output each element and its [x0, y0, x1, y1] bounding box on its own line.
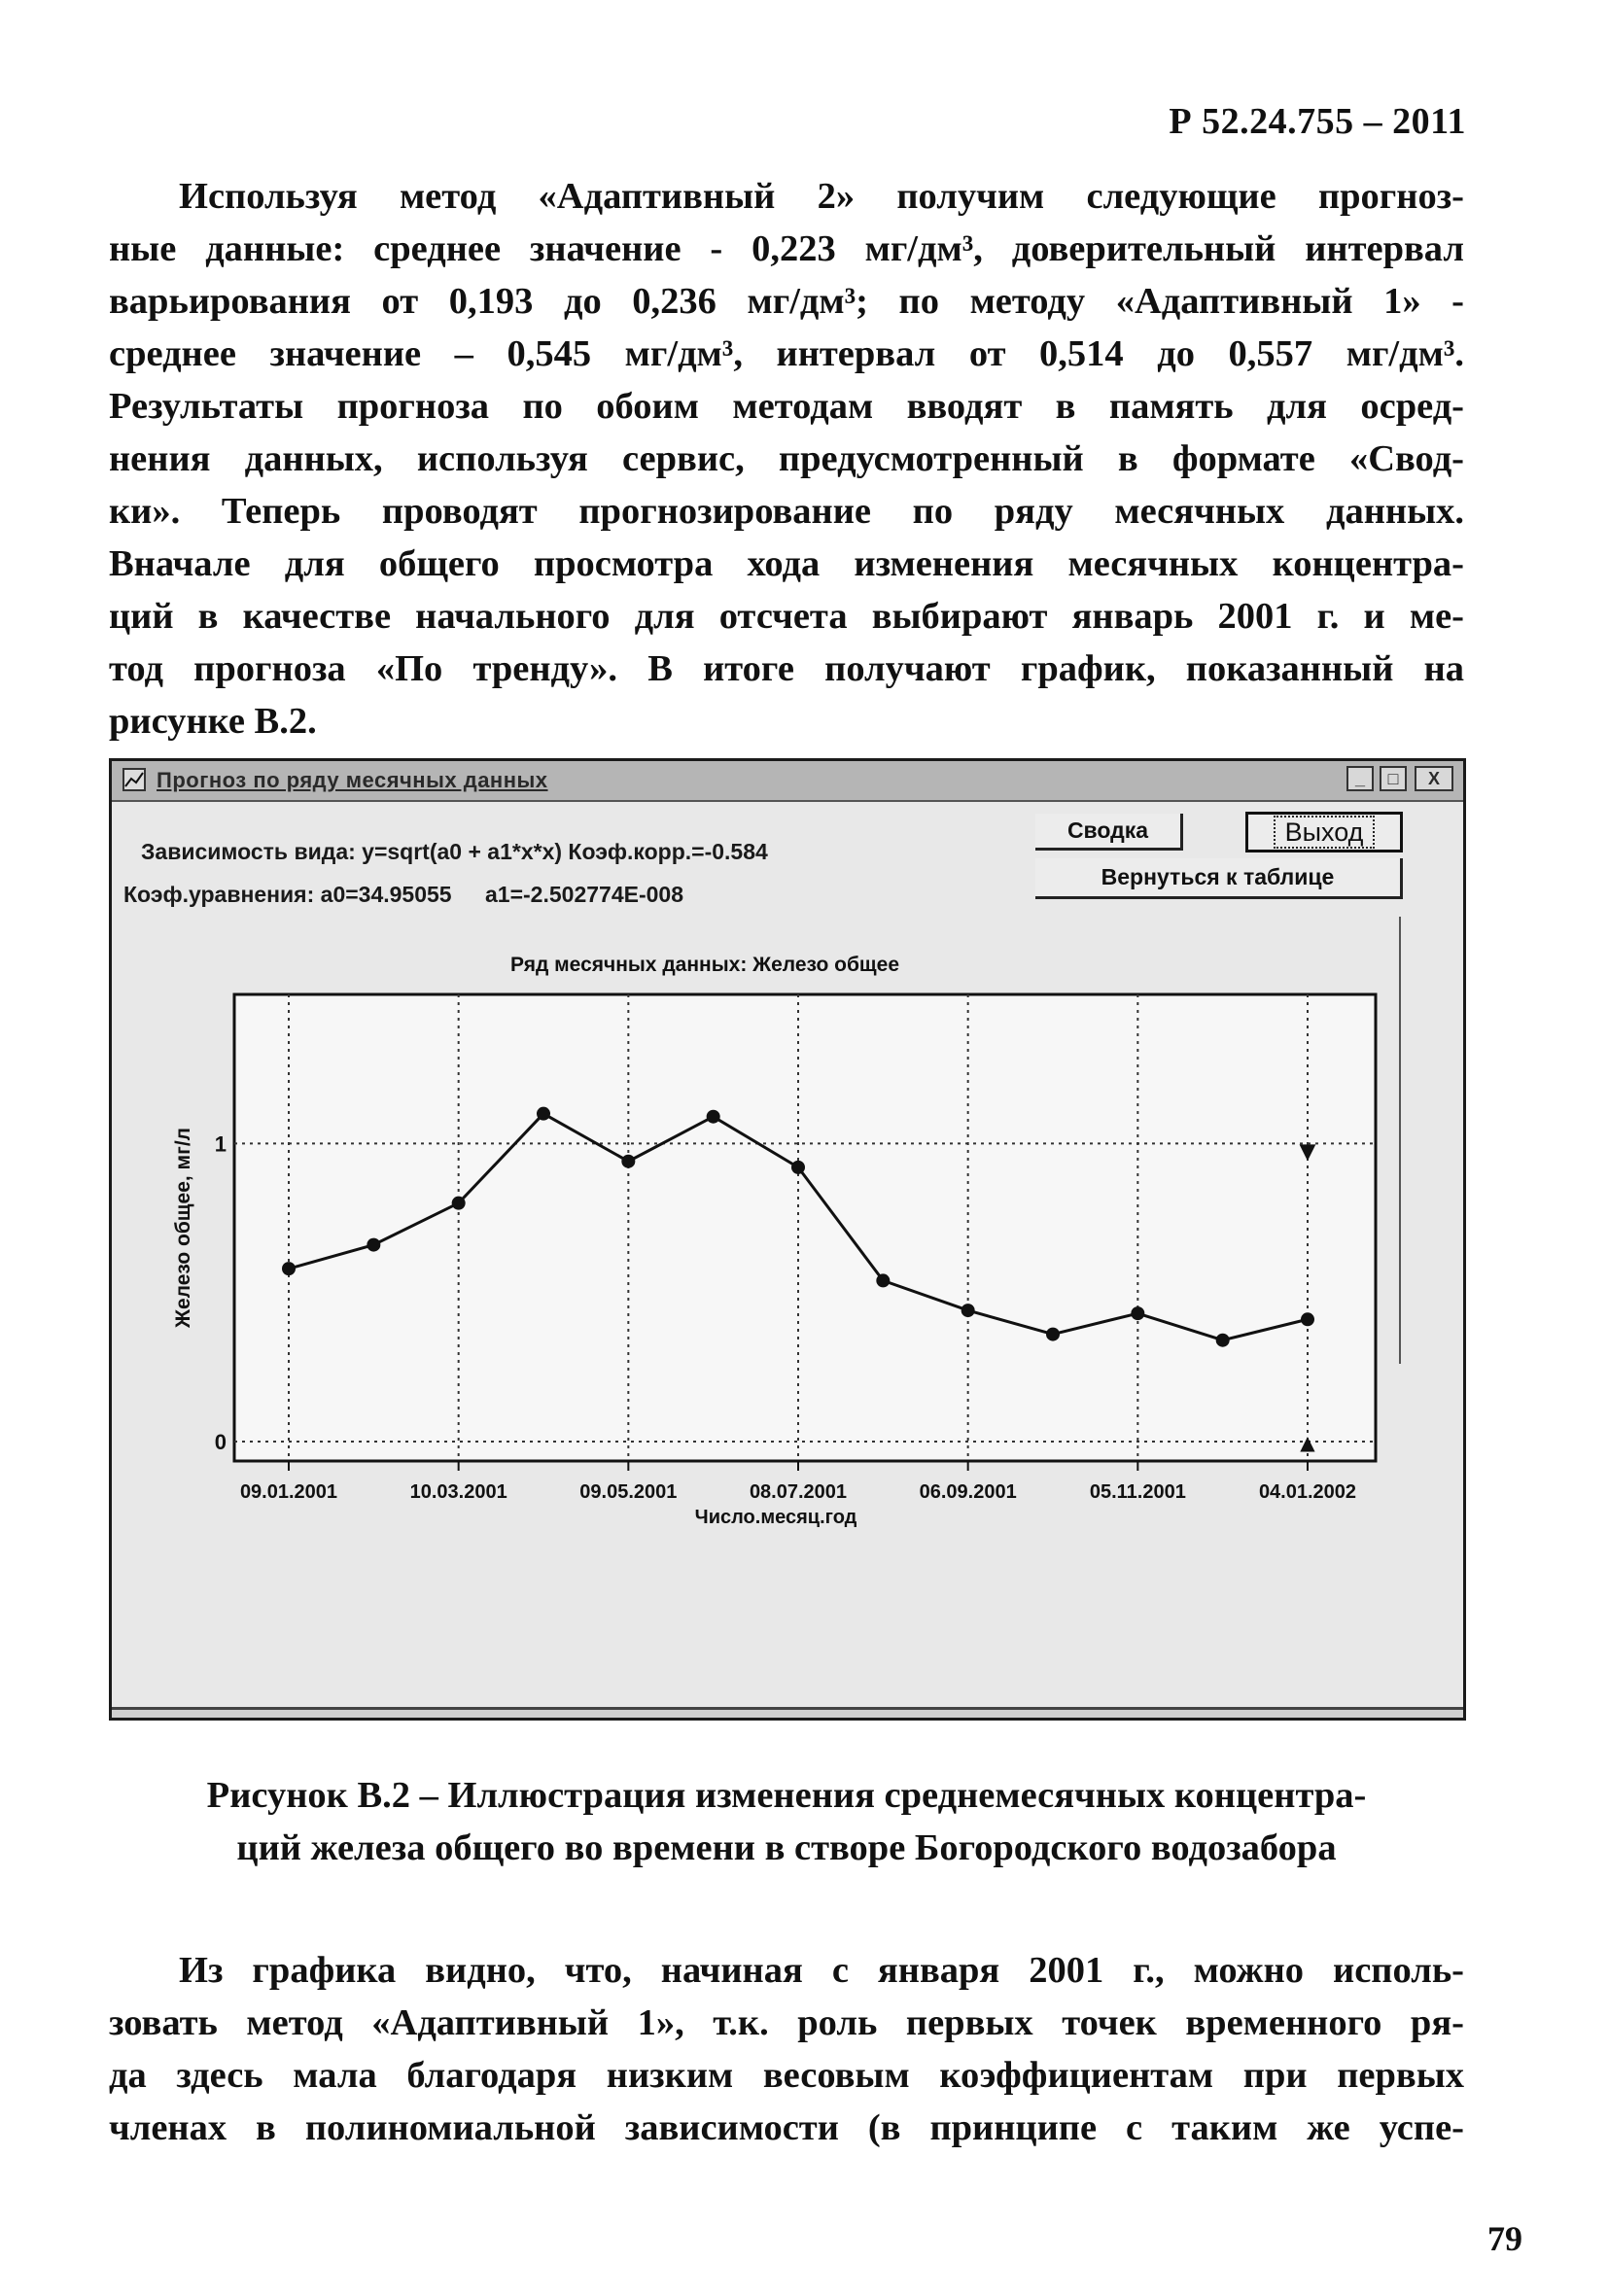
x-tick-label: 09.01.2001	[239, 1481, 338, 1503]
x-tick-label: 06.09.2001	[919, 1481, 1017, 1503]
data-point	[876, 1273, 890, 1287]
minimize-button[interactable]: _	[1346, 766, 1374, 791]
dependence-label: Зависимость вида: y=sqrt(a0 + a1*x*x) Коэф.корр.=-0.584	[141, 839, 768, 864]
down-arrow-marker: ▼	[1299, 1139, 1316, 1165]
data-point	[961, 1304, 975, 1317]
y-tick-label: 1	[214, 1131, 227, 1157]
data-point	[282, 1262, 296, 1275]
text-line: Вначале для общего просмотра хода изменения месячных концентра-	[109, 543, 1464, 584]
data-point	[1046, 1328, 1060, 1341]
x-tick-label: 05.11.2001	[1089, 1481, 1186, 1503]
text-line: Результаты прогноза по обоим методам вводят в память для осред-	[109, 386, 1464, 427]
text-line: Используя метод «Адаптивный 2» получим следующие прогноз-	[179, 176, 1464, 217]
data-point	[537, 1107, 550, 1121]
data-point	[1301, 1312, 1314, 1326]
text-line: да здесь мала благодаря низким весовым коэффициентам при первых	[109, 2055, 1464, 2096]
up-arrow-marker: ▲	[1300, 1431, 1315, 1454]
text-line: Из графика видно, что, начиная с января 2001 г., можно исполь-	[179, 1950, 1464, 1991]
data-point	[367, 1238, 380, 1252]
x-tick-label: 09.05.2001	[579, 1481, 678, 1503]
intro-paragraph	[109, 170, 1464, 748]
maximize-button[interactable]: □	[1380, 766, 1407, 791]
x-tick-label: 04.01.2002	[1258, 1481, 1357, 1503]
text-line: рисунке В.2.	[109, 701, 317, 742]
text-line: членах в полиномиальной зависимости (в принципе с таким же успе-	[109, 2107, 1464, 2148]
data-point	[1131, 1306, 1144, 1320]
y-axis-label: Железо общее, мг/л	[172, 1128, 194, 1328]
chart-title: Ряд месячных данных: Железо общее	[509, 954, 899, 976]
text-line: зовать метод «Адаптивный 1», т.к. роль первых точек временного ря-	[109, 2002, 1464, 2043]
data-point	[791, 1161, 805, 1174]
text-line: нения данных, используя сервис, предусмотренный в формате «Свод-	[109, 438, 1464, 479]
coef-a0: a0=34.95055	[320, 882, 452, 907]
caption-line: Рисунок В.2 – Иллюстрация изменения среднемесячных концентра-	[206, 1775, 1367, 1816]
summary-button[interactable]: Сводка	[1035, 814, 1183, 851]
data-point	[621, 1155, 635, 1168]
x-tick-label: 08.07.2001	[749, 1481, 848, 1503]
figure-caption	[109, 1769, 1464, 1874]
data-point	[1216, 1334, 1230, 1347]
return-to-table-button[interactable]: Вернуться к таблице	[1035, 858, 1403, 899]
data-point	[707, 1110, 720, 1124]
close-button[interactable]: X	[1415, 766, 1453, 791]
window-title: Прогноз по ряду месячных данных	[157, 768, 548, 792]
page-number: 79	[1487, 2219, 1522, 2258]
coef-label: Коэф.уравнения:	[123, 882, 315, 907]
caption-line: ций железа общего во времени в створе Богородского водозабора	[236, 1827, 1337, 1868]
text-line: тод прогноза «По тренду». В итоге получают график, показанный на	[109, 648, 1464, 689]
forecast-window	[109, 758, 1466, 1721]
text-line: варьирования от 0,193 до 0,236 мг/дм³; по методу «Адаптивный 1» -	[109, 281, 1464, 322]
x-axis-label: Число.месяц.год	[694, 1507, 857, 1528]
text-line: ные данные: среднее значение - 0,223 мг/дм³, доверительный интервал	[109, 228, 1464, 269]
text-line: ки». Теперь проводят прогнозирование по ряду месячных данных.	[109, 491, 1464, 532]
data-point	[452, 1197, 466, 1210]
exit-button-label: Выход	[1274, 816, 1376, 849]
text-line: ций в качестве начального для отсчета выбирают январь 2001 г. и ме-	[109, 596, 1464, 637]
window-bottom-frame	[112, 1707, 1463, 1718]
y-tick-label: 0	[214, 1430, 227, 1454]
x-tick-label: 10.03.2001	[409, 1481, 507, 1503]
conclusion-paragraph	[109, 1944, 1464, 2154]
text-line: среднее значение – 0,545 мг/дм³, интервал от 0,514 до 0,557 мг/дм³.	[109, 333, 1464, 374]
document-code: Р 52.24.755 – 2011	[1169, 101, 1466, 142]
coef-a1: a1=-2.502774E-008	[485, 882, 683, 907]
line-chart	[112, 761, 1463, 1718]
